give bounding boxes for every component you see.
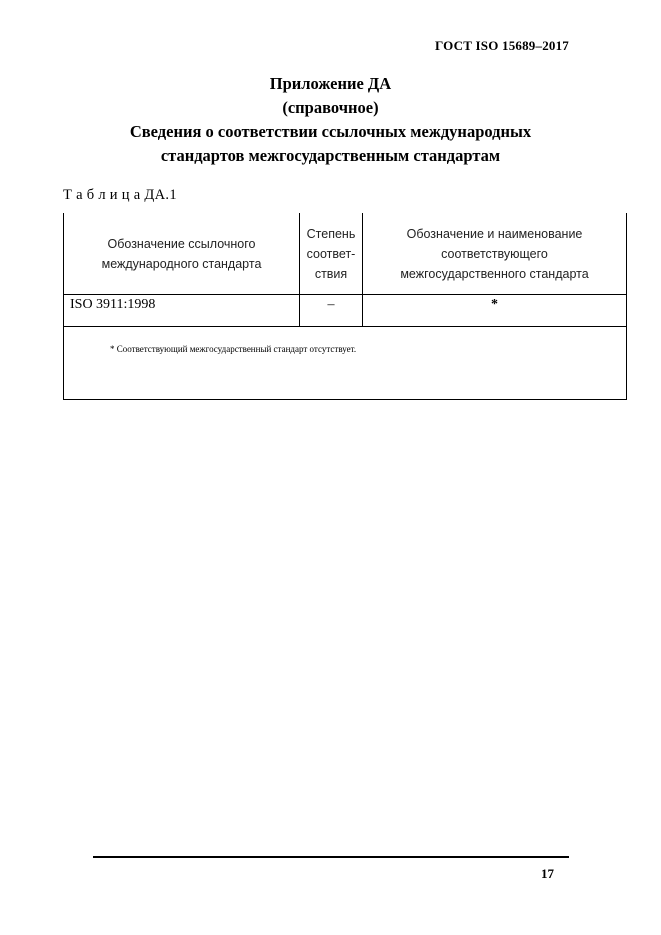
column-header-line: ствия bbox=[314, 266, 348, 281]
table-footnote-row bbox=[64, 327, 627, 400]
column-header-line: Обозначение ссылочного bbox=[107, 236, 256, 251]
column-header-line: Степень bbox=[306, 226, 356, 241]
column-header-line: соответствующего bbox=[441, 246, 548, 261]
page-number: 17 bbox=[541, 866, 554, 881]
document-code: ГОСТ ISO 15689–2017 bbox=[435, 38, 569, 53]
column-header-line: международного стандарта bbox=[101, 256, 262, 271]
appendix-heading-line-2: стандартов межгосударственным стандартам bbox=[160, 146, 501, 165]
table-header-row bbox=[64, 213, 627, 295]
column-header-line: соответ- bbox=[306, 246, 356, 261]
column-header-interstate-standard bbox=[363, 213, 627, 295]
appendix-subtitle: (справочное) bbox=[282, 98, 379, 117]
appendix-heading-line-1: Сведения о соответствии ссылочных международных bbox=[129, 122, 532, 141]
column-header-line: Обозначение и наименование bbox=[406, 226, 583, 241]
column-header-ref-standard bbox=[64, 213, 300, 295]
appendix-heading bbox=[0, 72, 661, 168]
table-caption: Т а б л и ц а ДА.1 bbox=[63, 187, 177, 203]
correspondence-table-wrapper bbox=[63, 213, 626, 400]
footer-divider bbox=[93, 856, 569, 858]
correspondence-table bbox=[63, 213, 627, 400]
table-row bbox=[64, 295, 627, 327]
appendix-title: Приложение ДА bbox=[269, 74, 392, 93]
cell-degree: – bbox=[300, 295, 363, 327]
column-header-line: межгосударственного стандарта bbox=[400, 266, 589, 281]
cell-ref-standard: ISO 3911:1998 bbox=[64, 295, 300, 327]
column-header-degree bbox=[300, 213, 363, 295]
cell-interstate-standard: * bbox=[363, 295, 627, 327]
table-footnote: * Соответствующий межгосударственный стандарт отсутствует. bbox=[64, 327, 627, 400]
